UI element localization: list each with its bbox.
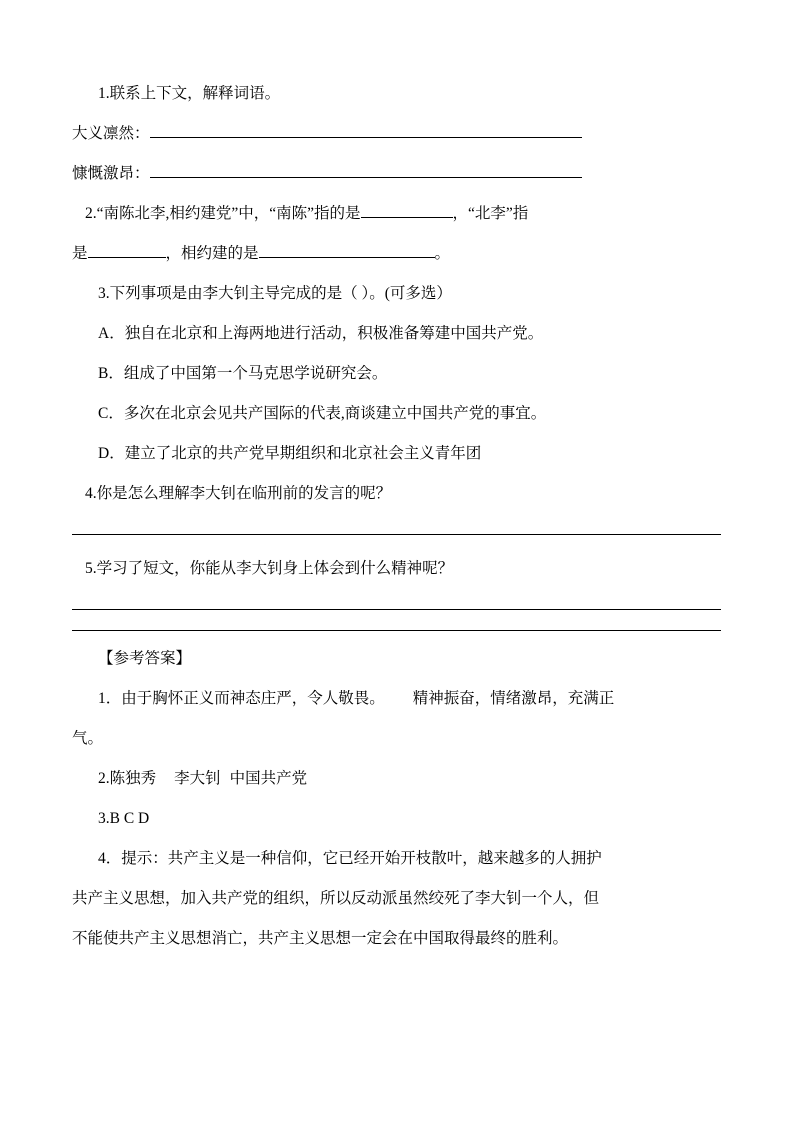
question-1-prompt: 1.联系上下文，解释词语。 (98, 85, 281, 102)
question-2-text-part-3: 是 (72, 245, 88, 262)
answer-2-item-b: 李大钊 (174, 770, 221, 787)
answer-3: 3.B C D (98, 810, 150, 827)
question-3-option-c[interactable]: C．多次在北京会见共产国际的代表,商谈建立中国共产党的事宜。 (98, 405, 547, 422)
answer-2-item-a: 2.陈独秀 (98, 770, 157, 787)
question-2-text-part-1: 2.“南陈北李,相约建党”中，“南陈”指的是 (85, 205, 361, 222)
answer-1-part-2: 精神振奋，情绪激昂，充满正 (412, 690, 615, 707)
question-2-text-part-2: ，“北李”指 (452, 205, 529, 222)
answer-blank-term-1[interactable] (150, 121, 582, 138)
answer-2-item-c: 中国共产党 (229, 770, 308, 787)
question-3-option-d[interactable]: D．建立了北京的共产党早期组织和北京社会主义青年团 (98, 445, 482, 462)
question-2-text-part-5: 。 (434, 245, 451, 262)
question-4-answer-space (72, 514, 721, 534)
answers-section-title: 【参考答案】 (98, 650, 192, 667)
answer-1-part-1: 1．由于胸怀正义而神态庄严，令人敬畏。 (98, 690, 385, 707)
answer-blank-nanchen[interactable] (361, 201, 453, 218)
question-2-line-2 (72, 234, 721, 274)
question-1-term-2-row (72, 154, 721, 194)
question-1-term-1-label: 大义凛然： (72, 125, 150, 142)
answer-2 (72, 759, 721, 799)
answer-blank-term-2[interactable] (150, 161, 582, 178)
question-3-prompt: 3.下列事项是由李大钊主导完成的是（ ）。(可多选） (98, 285, 452, 302)
answer-blank-beili[interactable] (88, 241, 166, 258)
question-5-answer-space (72, 589, 721, 609)
answer-1-continued: 气。 (72, 730, 104, 747)
question-3-option-a[interactable]: A．独自在北京和上海两地进行活动，积极准备筹建中国共产党。 (98, 325, 544, 342)
answer-4-line-3: 不能使共产主义思想消亡，共产主义思想一定会在中国取得最终的胜利。 (72, 930, 569, 947)
answer-blank-jiandang[interactable] (259, 241, 435, 258)
question-4-answer-space-bottom (72, 535, 721, 549)
question-1-term-1-row (72, 114, 721, 154)
question-5-answer-space-bottom (72, 610, 721, 630)
question-2-line-1 (72, 194, 721, 234)
question-2-text-part-4: ，相约建的是 (165, 245, 259, 262)
section-divider-gap (72, 631, 721, 639)
answer-4-line-1: 4．提示：共产主义是一种信仰，它已经开始开枝散叶，越来越多的人拥护 (98, 850, 602, 867)
answer-1 (72, 679, 721, 719)
question-4-prompt: 4.你是怎么理解李大钊在临刑前的发言的呢？ (85, 485, 392, 502)
question-1-term-2-label: 慷慨激昂： (72, 165, 150, 182)
question-3-option-b[interactable]: B．组成了中国第一个马克思学说研究会。 (98, 365, 388, 382)
answer-4-line-2: 共产主义思想，加入共产党的组织，所以反动派虽然绞死了李大钊一个人，但 (72, 890, 600, 907)
question-5-prompt: 5.学习了短文，你能从李大钊身上体会到什么精神呢？ (85, 560, 454, 577)
